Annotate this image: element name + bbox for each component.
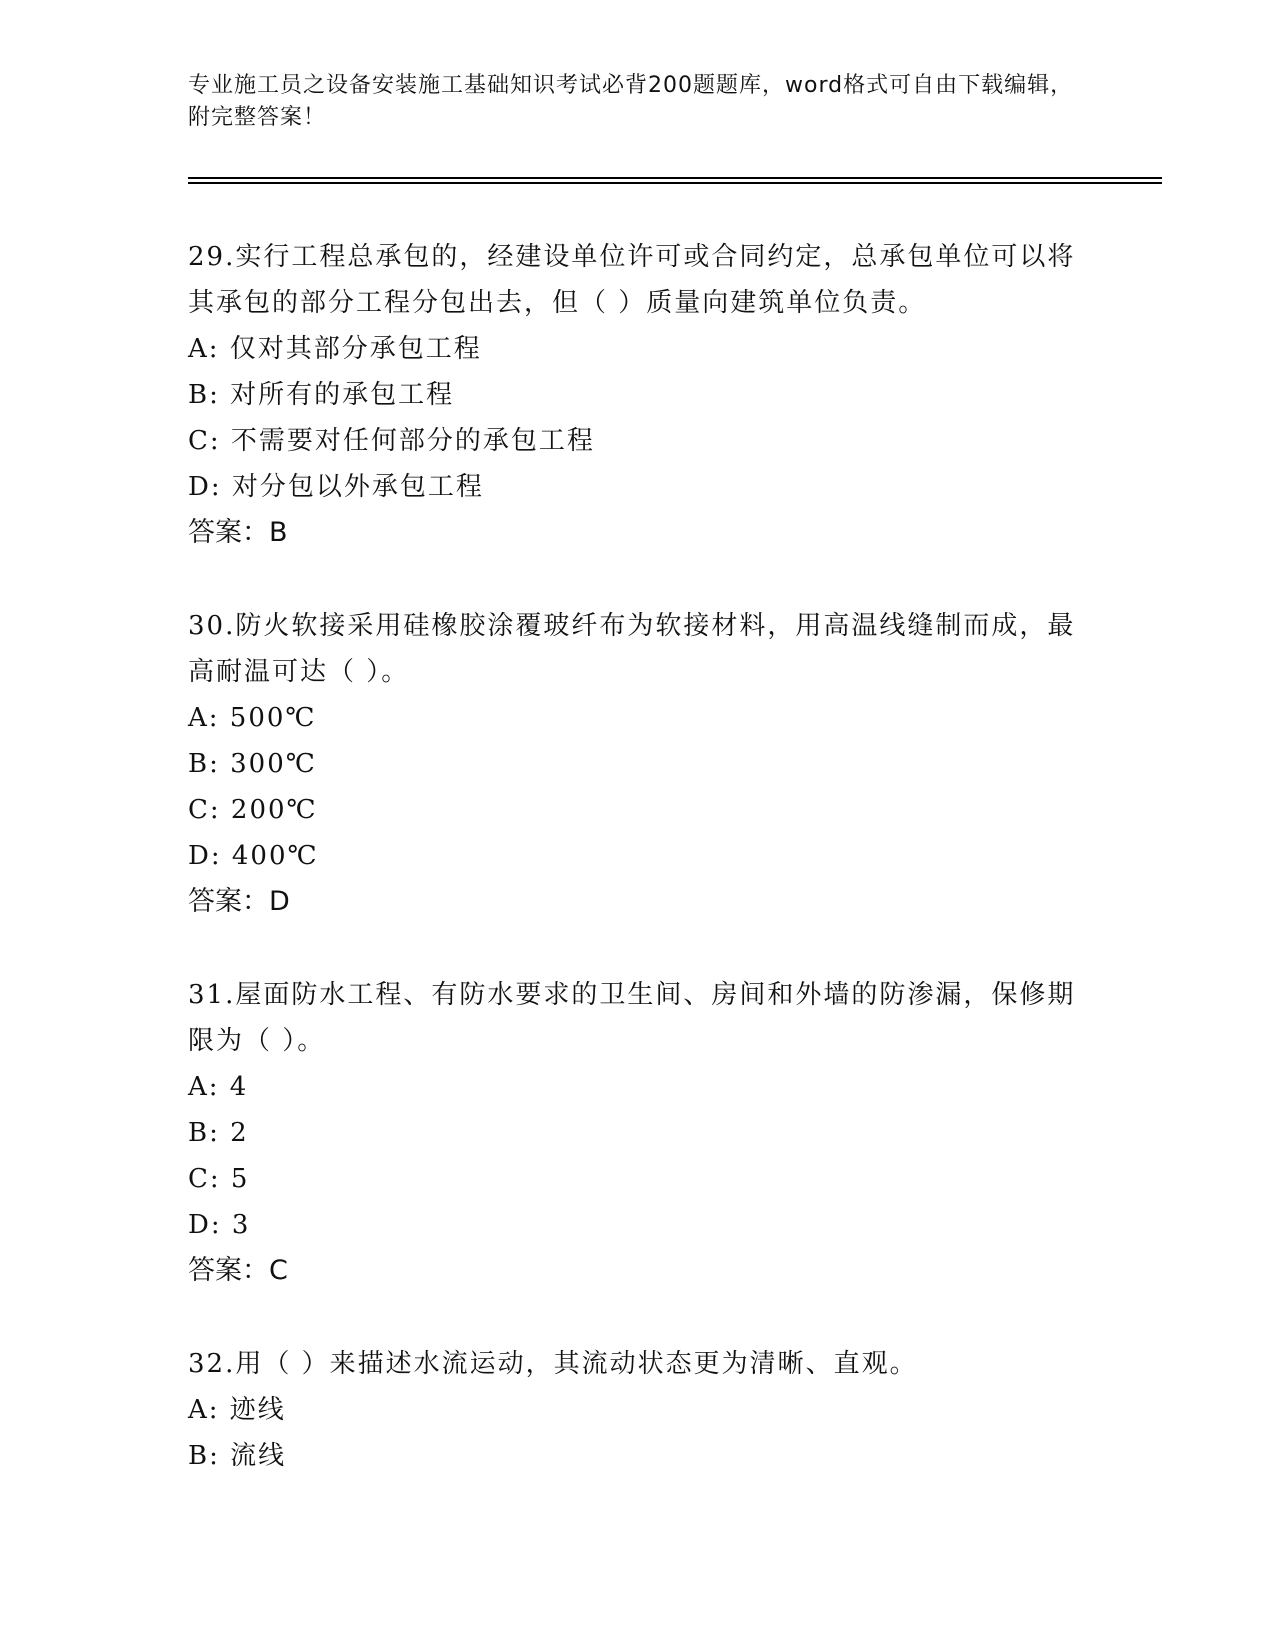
answer-label: 答案：C	[188, 1255, 288, 1286]
question-stem: 31.屋面防水工程、有防水要求的卫生间、房间和外墙的防渗漏，保修期限为（ ）。	[188, 980, 1076, 1056]
option-c: C: 5	[188, 1164, 250, 1194]
question-30	[188, 603, 1088, 925]
question-stem: 30.防火软接采用硅橡胶涂覆玻纤布为软接材料，用高温线缝制而成，最高耐温可达（ ）。	[188, 611, 1076, 687]
option-b: B: 300℃	[188, 749, 317, 779]
answer-label: 答案：B	[188, 517, 288, 548]
option-a: A: 仅对其部分承包工程	[188, 334, 482, 364]
option-c: C: 200℃	[188, 795, 318, 825]
question-31	[188, 972, 1088, 1294]
answer-label: 答案：D	[188, 886, 290, 917]
option-b: B: 流线	[188, 1441, 287, 1471]
option-b: B: 2	[188, 1118, 249, 1148]
option-a: A: 迹线	[188, 1395, 286, 1425]
option-c: C: 不需要对任何部分的承包工程	[188, 426, 595, 456]
option-a: A: 500℃	[188, 703, 317, 733]
header-divider-top	[188, 177, 1162, 179]
question-32	[188, 1341, 1088, 1479]
option-a: A: 4	[188, 1072, 249, 1102]
option-d: D: 对分包以外承包工程	[188, 472, 484, 502]
question-stem: 29.实行工程总承包的，经建设单位许可或合同约定，总承包单位可以将其承包的部分工程分包出去，但（ ）质量向建筑单位负责。	[188, 242, 1076, 318]
question-list	[188, 234, 1088, 1526]
header-divider-bottom	[188, 182, 1162, 184]
question-stem: 32.用（ ）来描述水流运动，其流动状态更为清晰、直观。	[188, 1349, 918, 1379]
option-d: D: 400℃	[188, 841, 319, 871]
option-d: D: 3	[188, 1210, 251, 1240]
document-title: 专业施工员之设备安装施工基础知识考试必背200题题库，word格式可自由下载编辑，附完整答案！	[188, 73, 1074, 130]
question-29	[188, 234, 1088, 556]
option-b: B: 对所有的承包工程	[188, 380, 455, 410]
